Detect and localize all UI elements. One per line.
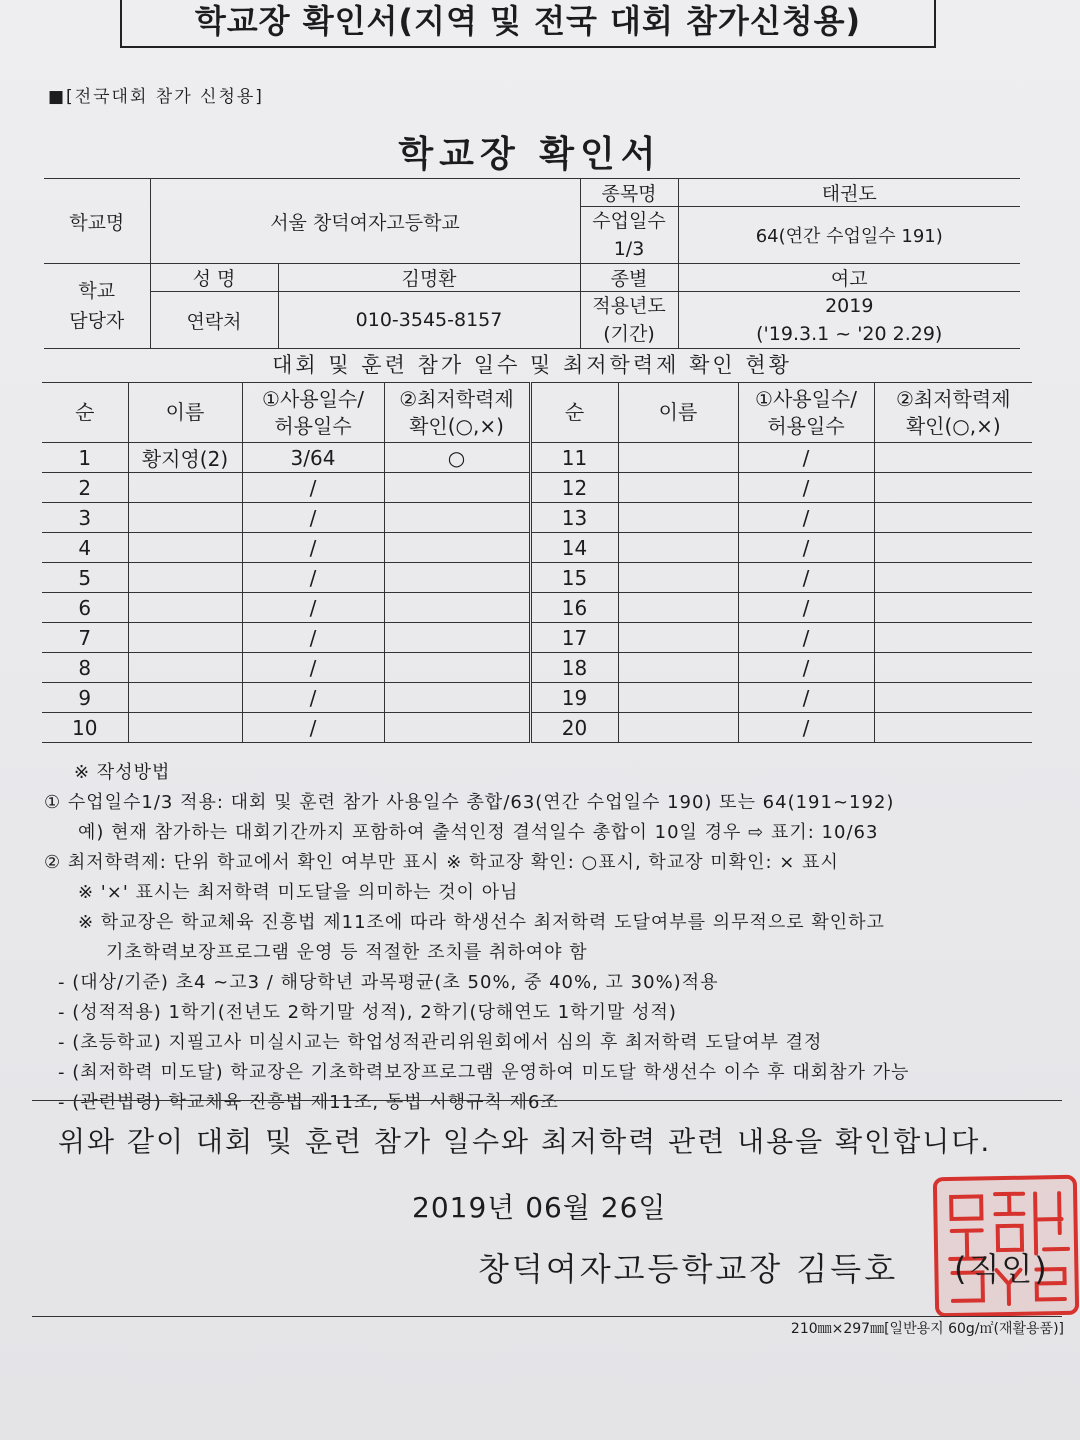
roster-name xyxy=(618,443,738,473)
school-label: 학교명 xyxy=(44,179,150,264)
roster-heading: 대회 및 훈련 참가 일수 및 최저학력제 확인 현황 xyxy=(272,353,792,377)
table-row xyxy=(42,683,1032,713)
name-value: 김명환 xyxy=(278,264,580,292)
roster-no: 14 xyxy=(530,533,618,563)
roster-days: / xyxy=(242,473,384,503)
roster-check xyxy=(874,623,1032,653)
class-days-value: 64(연간 수업일수 191) xyxy=(678,207,1020,264)
roster-check xyxy=(384,653,530,683)
roster-name xyxy=(618,503,738,533)
school-info-table xyxy=(44,178,1020,349)
seal-label: (직인) xyxy=(954,1250,1049,1288)
header-name-right: 이름 xyxy=(618,383,738,443)
roster-days: / xyxy=(738,443,874,473)
roster-table xyxy=(42,382,1032,743)
roster-no: 15 xyxy=(530,563,618,593)
roster-days: / xyxy=(738,533,874,563)
header-check-left xyxy=(384,383,530,443)
roster-days: / xyxy=(738,593,874,623)
header-days-left xyxy=(242,383,384,443)
roster-check xyxy=(874,713,1032,743)
roster-no: 18 xyxy=(530,653,618,683)
notes-title: ※ 작성방법 xyxy=(74,762,171,783)
roster-check xyxy=(874,443,1032,473)
roster-name xyxy=(128,683,242,713)
roster-no: 8 xyxy=(42,653,128,683)
roster-name xyxy=(618,533,738,563)
header-check-right-line2: 확인(○,×) xyxy=(905,413,1001,438)
roster-body xyxy=(42,443,1032,743)
note-2-sub-a: ※ '×' 표시는 최저학력 미도달을 의미하는 것이 아님 xyxy=(78,882,519,903)
year-value-line2: ('19.3.1 ~ '20 2.29) xyxy=(756,323,943,345)
table-row xyxy=(42,623,1032,653)
header-days-right-line2: 허용일수 xyxy=(767,413,845,438)
section-tag: ■[전국대회 참가 신청용] xyxy=(48,87,264,107)
class-days-label xyxy=(580,207,678,264)
table-row xyxy=(42,503,1032,533)
roster-name xyxy=(618,563,738,593)
roster-no: 16 xyxy=(530,593,618,623)
roster-days: / xyxy=(738,623,874,653)
roster-no: 7 xyxy=(42,623,128,653)
note-2-sub-b: ※ 학교장은 학교체육 진흥법 제11조에 따라 학생선수 최저학력 도달여부를 의무적으로 확인하고 xyxy=(78,912,885,933)
roster-no: 20 xyxy=(530,713,618,743)
header-title: 학교장 확인서(지역 및 전국 대회 참가신청용) xyxy=(120,0,936,48)
header-no-right: 순 xyxy=(530,383,618,443)
roster-name xyxy=(128,503,242,533)
roster-no: 13 xyxy=(530,503,618,533)
roster-name xyxy=(618,593,738,623)
header-name-left: 이름 xyxy=(128,383,242,443)
roster-no: 5 xyxy=(42,563,128,593)
roster-days: / xyxy=(242,653,384,683)
paper-spec: 210㎜×297㎜[일반용지 60g/㎡(재활용품)] xyxy=(790,1321,1064,1337)
header-days-left-line2: 허용일수 xyxy=(274,413,352,438)
note-1: ① 수업일수1/3 적용: 대회 및 훈련 참가 사용일수 총합/63(연간 수업일수 190) 또는 64(191~192) xyxy=(44,792,895,813)
note-dash-3: - (초등학교) 지필고사 미실시교는 학업성적관리위원회에서 심의 후 최저학력 도달여부 결정 xyxy=(58,1032,823,1053)
roster-name xyxy=(128,593,242,623)
roster-check xyxy=(384,683,530,713)
roster-no: 4 xyxy=(42,533,128,563)
roster-days: 3/64 xyxy=(242,443,384,473)
year-label xyxy=(580,292,678,349)
roster-name xyxy=(618,623,738,653)
manager-label xyxy=(44,264,150,349)
roster-no: 9 xyxy=(42,683,128,713)
roster-check xyxy=(384,593,530,623)
divider-bottom xyxy=(32,1316,1062,1317)
table-row xyxy=(42,533,1032,563)
roster-no: 6 xyxy=(42,593,128,623)
table-row xyxy=(42,653,1032,683)
main-title: 학교장 확인서 xyxy=(398,134,662,175)
roster-check xyxy=(874,593,1032,623)
year-label-line2: (기간) xyxy=(603,323,655,345)
roster-no: 2 xyxy=(42,473,128,503)
roster-days: / xyxy=(242,533,384,563)
table-row xyxy=(42,713,1032,743)
header-check-right xyxy=(874,383,1032,443)
header-days-right-line1: ①사용일수/ xyxy=(755,386,857,411)
roster-name xyxy=(618,683,738,713)
roster-check xyxy=(384,563,530,593)
principal-signature: 창덕여자고등학교장 김득호 xyxy=(478,1250,899,1288)
roster-name xyxy=(128,713,242,743)
contact-value: 010-3545-8157 xyxy=(278,292,580,349)
roster-no: 10 xyxy=(42,713,128,743)
roster-name: 황지영(2) xyxy=(128,443,242,473)
roster-check xyxy=(874,533,1032,563)
roster-check: ○ xyxy=(384,443,530,473)
year-value xyxy=(678,292,1020,349)
note-dash-1: - (대상/기준) 초4 ~고3 / 해당학년 과목평균(초 50%, 중 40%, 고 30%)적용 xyxy=(58,972,719,993)
table-row xyxy=(42,563,1032,593)
sport-value: 태권도 xyxy=(678,179,1020,207)
header-check-left-line1: ②최저학력제 xyxy=(399,386,514,411)
header-days-right xyxy=(738,383,874,443)
manager-label-line2: 담당자 xyxy=(69,310,125,332)
note-dash-5: - (관련법령) 학교체육 진흥법 제11조, 동법 시행규칙 제6조 xyxy=(58,1092,559,1113)
year-label-line1: 적용년도 xyxy=(592,295,666,317)
roster-check xyxy=(874,503,1032,533)
header-days-left-line1: ①사용일수/ xyxy=(262,386,364,411)
note-dash-2: - (성적적용) 1학기(전년도 2학기말 성적), 2학기(당해연도 1학기말 성적) xyxy=(58,1002,677,1023)
roster-no: 12 xyxy=(530,473,618,503)
roster-days: / xyxy=(738,503,874,533)
roster-days: / xyxy=(738,563,874,593)
roster-check xyxy=(874,683,1032,713)
roster-name xyxy=(618,713,738,743)
note-dash-4: - (최저학력 미도달) 학교장은 기초학력보장프로그램 운영하여 미도달 학생선수 이수 후 대회참가 가능 xyxy=(58,1062,910,1083)
class-days-label-line2: 1/3 xyxy=(613,238,645,260)
sport-label: 종목명 xyxy=(580,179,678,207)
roster-days: / xyxy=(738,653,874,683)
note-2: ② 최저학력제: 단위 학교에서 확인 여부만 표시 ※ 학교장 확인: ○표시, 학교장 미확인: × 표시 xyxy=(44,852,839,873)
roster-days: / xyxy=(242,503,384,533)
type-label: 종별 xyxy=(580,264,678,292)
roster-check xyxy=(384,473,530,503)
header-check-right-line1: ②최저학력제 xyxy=(895,386,1011,411)
roster-check xyxy=(874,563,1032,593)
header-no-left: 순 xyxy=(42,383,128,443)
roster-name xyxy=(128,623,242,653)
note-2-sub-b-cont: 기초학력보장프로그램 운영 등 적절한 조치를 취하여야 함 xyxy=(106,942,588,963)
roster-no: 17 xyxy=(530,623,618,653)
roster-no: 1 xyxy=(42,443,128,473)
roster-name xyxy=(618,653,738,683)
roster-days: / xyxy=(242,593,384,623)
roster-check xyxy=(384,533,530,563)
roster-days: / xyxy=(242,563,384,593)
school-value: 서울 창덕여자고등학교 xyxy=(150,179,580,264)
roster-days: / xyxy=(242,683,384,713)
class-days-label-line1: 수업일수 xyxy=(592,210,666,232)
roster-days: / xyxy=(738,683,874,713)
year-value-line1: 2019 xyxy=(825,295,874,317)
roster-check xyxy=(384,623,530,653)
roster-no: 11 xyxy=(530,443,618,473)
roster-name xyxy=(128,563,242,593)
roster-days: / xyxy=(242,623,384,653)
divider-top xyxy=(32,1100,1062,1101)
table-row xyxy=(42,473,1032,503)
notes-section xyxy=(44,758,1054,1118)
roster-check xyxy=(384,503,530,533)
roster-days: / xyxy=(738,473,874,503)
roster-name xyxy=(618,473,738,503)
manager-label-line1: 학교 xyxy=(78,280,116,302)
confirmation-text: 위와 같이 대회 및 훈련 참가 일수와 최저학력 관련 내용을 확인합니다. xyxy=(58,1125,992,1158)
roster-name xyxy=(128,473,242,503)
roster-name xyxy=(128,653,242,683)
roster-check xyxy=(384,713,530,743)
contact-label: 연락처 xyxy=(150,292,278,349)
roster-check xyxy=(874,473,1032,503)
table-row xyxy=(42,593,1032,623)
note-1-example: 예) 현재 참가하는 대회기간까지 포함하여 출석인정 결석일수 총합이 10일 경우 ⇨ 표기: 10/63 xyxy=(78,822,879,843)
issue-date: 2019년 06월 26일 xyxy=(412,1191,667,1224)
table-row xyxy=(42,443,1032,473)
roster-no: 19 xyxy=(530,683,618,713)
name-label: 성 명 xyxy=(150,264,278,292)
header-check-left-line2: 확인(○,×) xyxy=(409,413,504,438)
roster-name xyxy=(128,533,242,563)
roster-days: / xyxy=(738,713,874,743)
roster-no: 3 xyxy=(42,503,128,533)
roster-check xyxy=(874,653,1032,683)
type-value: 여고 xyxy=(678,264,1020,292)
roster-days: / xyxy=(242,713,384,743)
